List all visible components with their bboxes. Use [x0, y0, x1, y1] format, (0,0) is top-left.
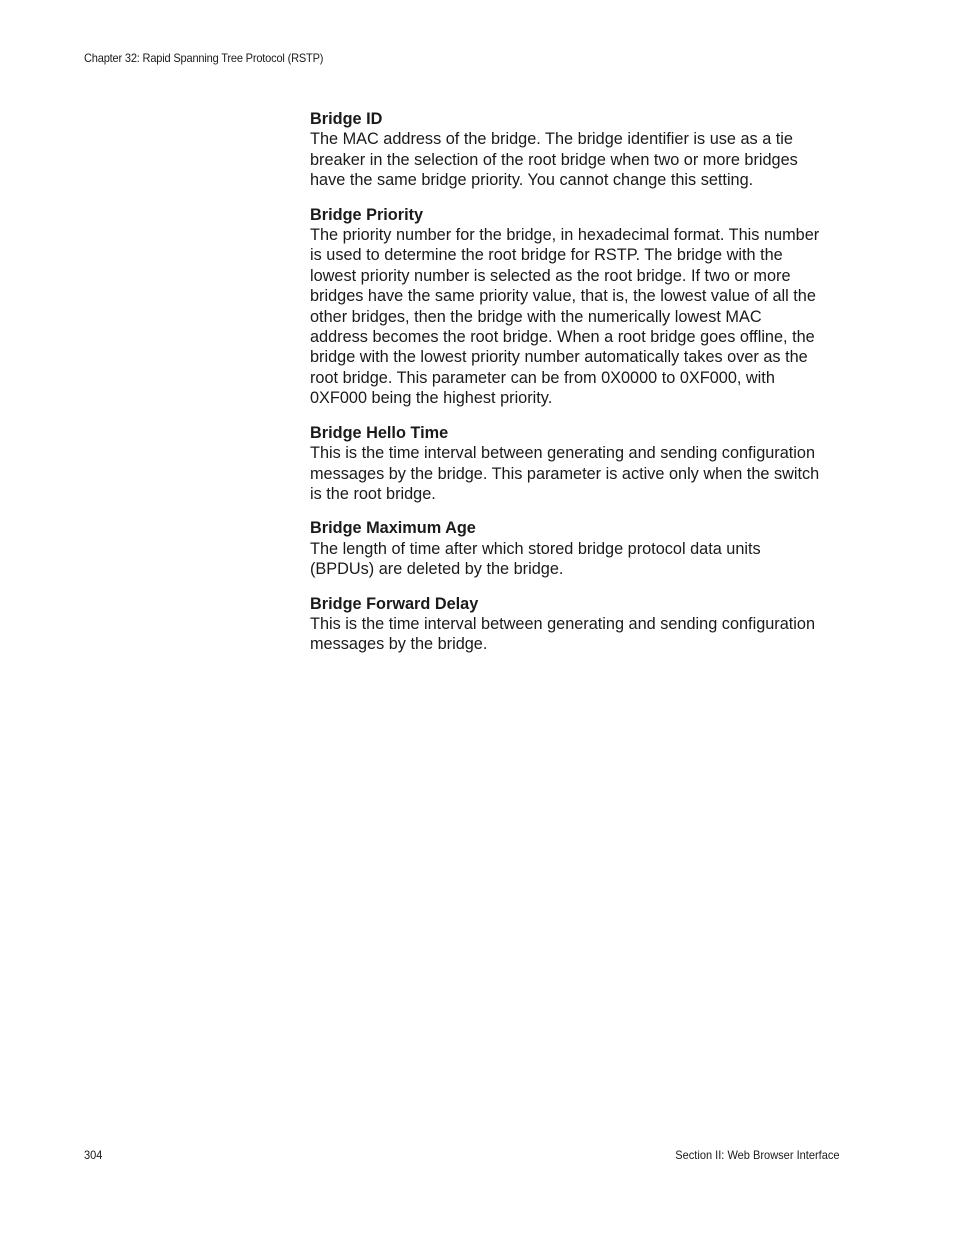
entry-bridge-hello-time — [310, 423, 855, 505]
definition-list — [310, 109, 855, 669]
entry-term: Bridge ID — [310, 110, 383, 128]
description-line: This is the time interval between generating and sending configuration — [310, 444, 816, 463]
entry-description — [310, 443, 855, 504]
description-line: This is the time interval between generating and sending configuration — [310, 614, 816, 633]
description-line: address becomes the root bridge. When a root bridge goes offline, the — [310, 328, 815, 347]
entry-bridge-forward-delay — [310, 594, 855, 655]
page-number: 304 — [84, 1148, 103, 1162]
description-line: (BPDUs) are deleted by the bridge. — [310, 560, 564, 579]
entry-term: Bridge Priority — [310, 205, 424, 224]
entry-description — [310, 539, 855, 580]
description-line: The priority number for the bridge, in hexadecimal format. This number — [310, 226, 820, 245]
description-line: have the same bridge priority. You cannot change this setting. — [310, 171, 754, 190]
description-line: other bridges, then the bridge with the numerically lowest MAC — [310, 307, 762, 326]
description-line: is the root bridge. — [310, 484, 436, 503]
entry-term: Bridge Forward Delay — [310, 594, 479, 613]
chapter-header: Chapter 32: Rapid Spanning Tree Protocol (RSTP) — [84, 51, 324, 65]
description-line: root bridge. This parameter can be from 0X0000 to 0XF000, with — [310, 368, 775, 387]
entry-description — [310, 225, 855, 409]
entry-description — [310, 129, 855, 190]
description-line: lowest priority number is selected as the root bridge. If two or more — [310, 266, 791, 285]
entry-bridge-priority — [310, 205, 855, 409]
description-line: is used to determine the root bridge for RSTP. The bridge with the — [310, 246, 783, 265]
description-line: The MAC address of the bridge. The bridge identifier is use as a tie — [310, 130, 793, 149]
entry-bridge-id — [310, 109, 855, 191]
description-line: The length of time after which stored bridge protocol data units — [310, 539, 761, 558]
description-line: messages by the bridge. This parameter is active only when the switch — [310, 464, 820, 483]
entry-bridge-maximum-age — [310, 518, 855, 579]
description-line: bridge with the lowest priority number automatically takes over as the — [310, 348, 808, 367]
entry-term: Bridge Maximum Age — [310, 519, 476, 538]
description-line: 0XF000 being the highest priority. — [310, 389, 553, 408]
entry-term: Bridge Hello Time — [310, 423, 449, 442]
description-line: breaker in the selection of the root bridge when two or more bridges — [310, 150, 798, 169]
section-footer: Section II: Web Browser Interface — [675, 1148, 840, 1162]
description-line: bridges have the same priority value, that is, the lowest value of all the — [310, 287, 816, 306]
entry-description — [310, 614, 855, 655]
description-line: messages by the bridge. — [310, 635, 488, 654]
